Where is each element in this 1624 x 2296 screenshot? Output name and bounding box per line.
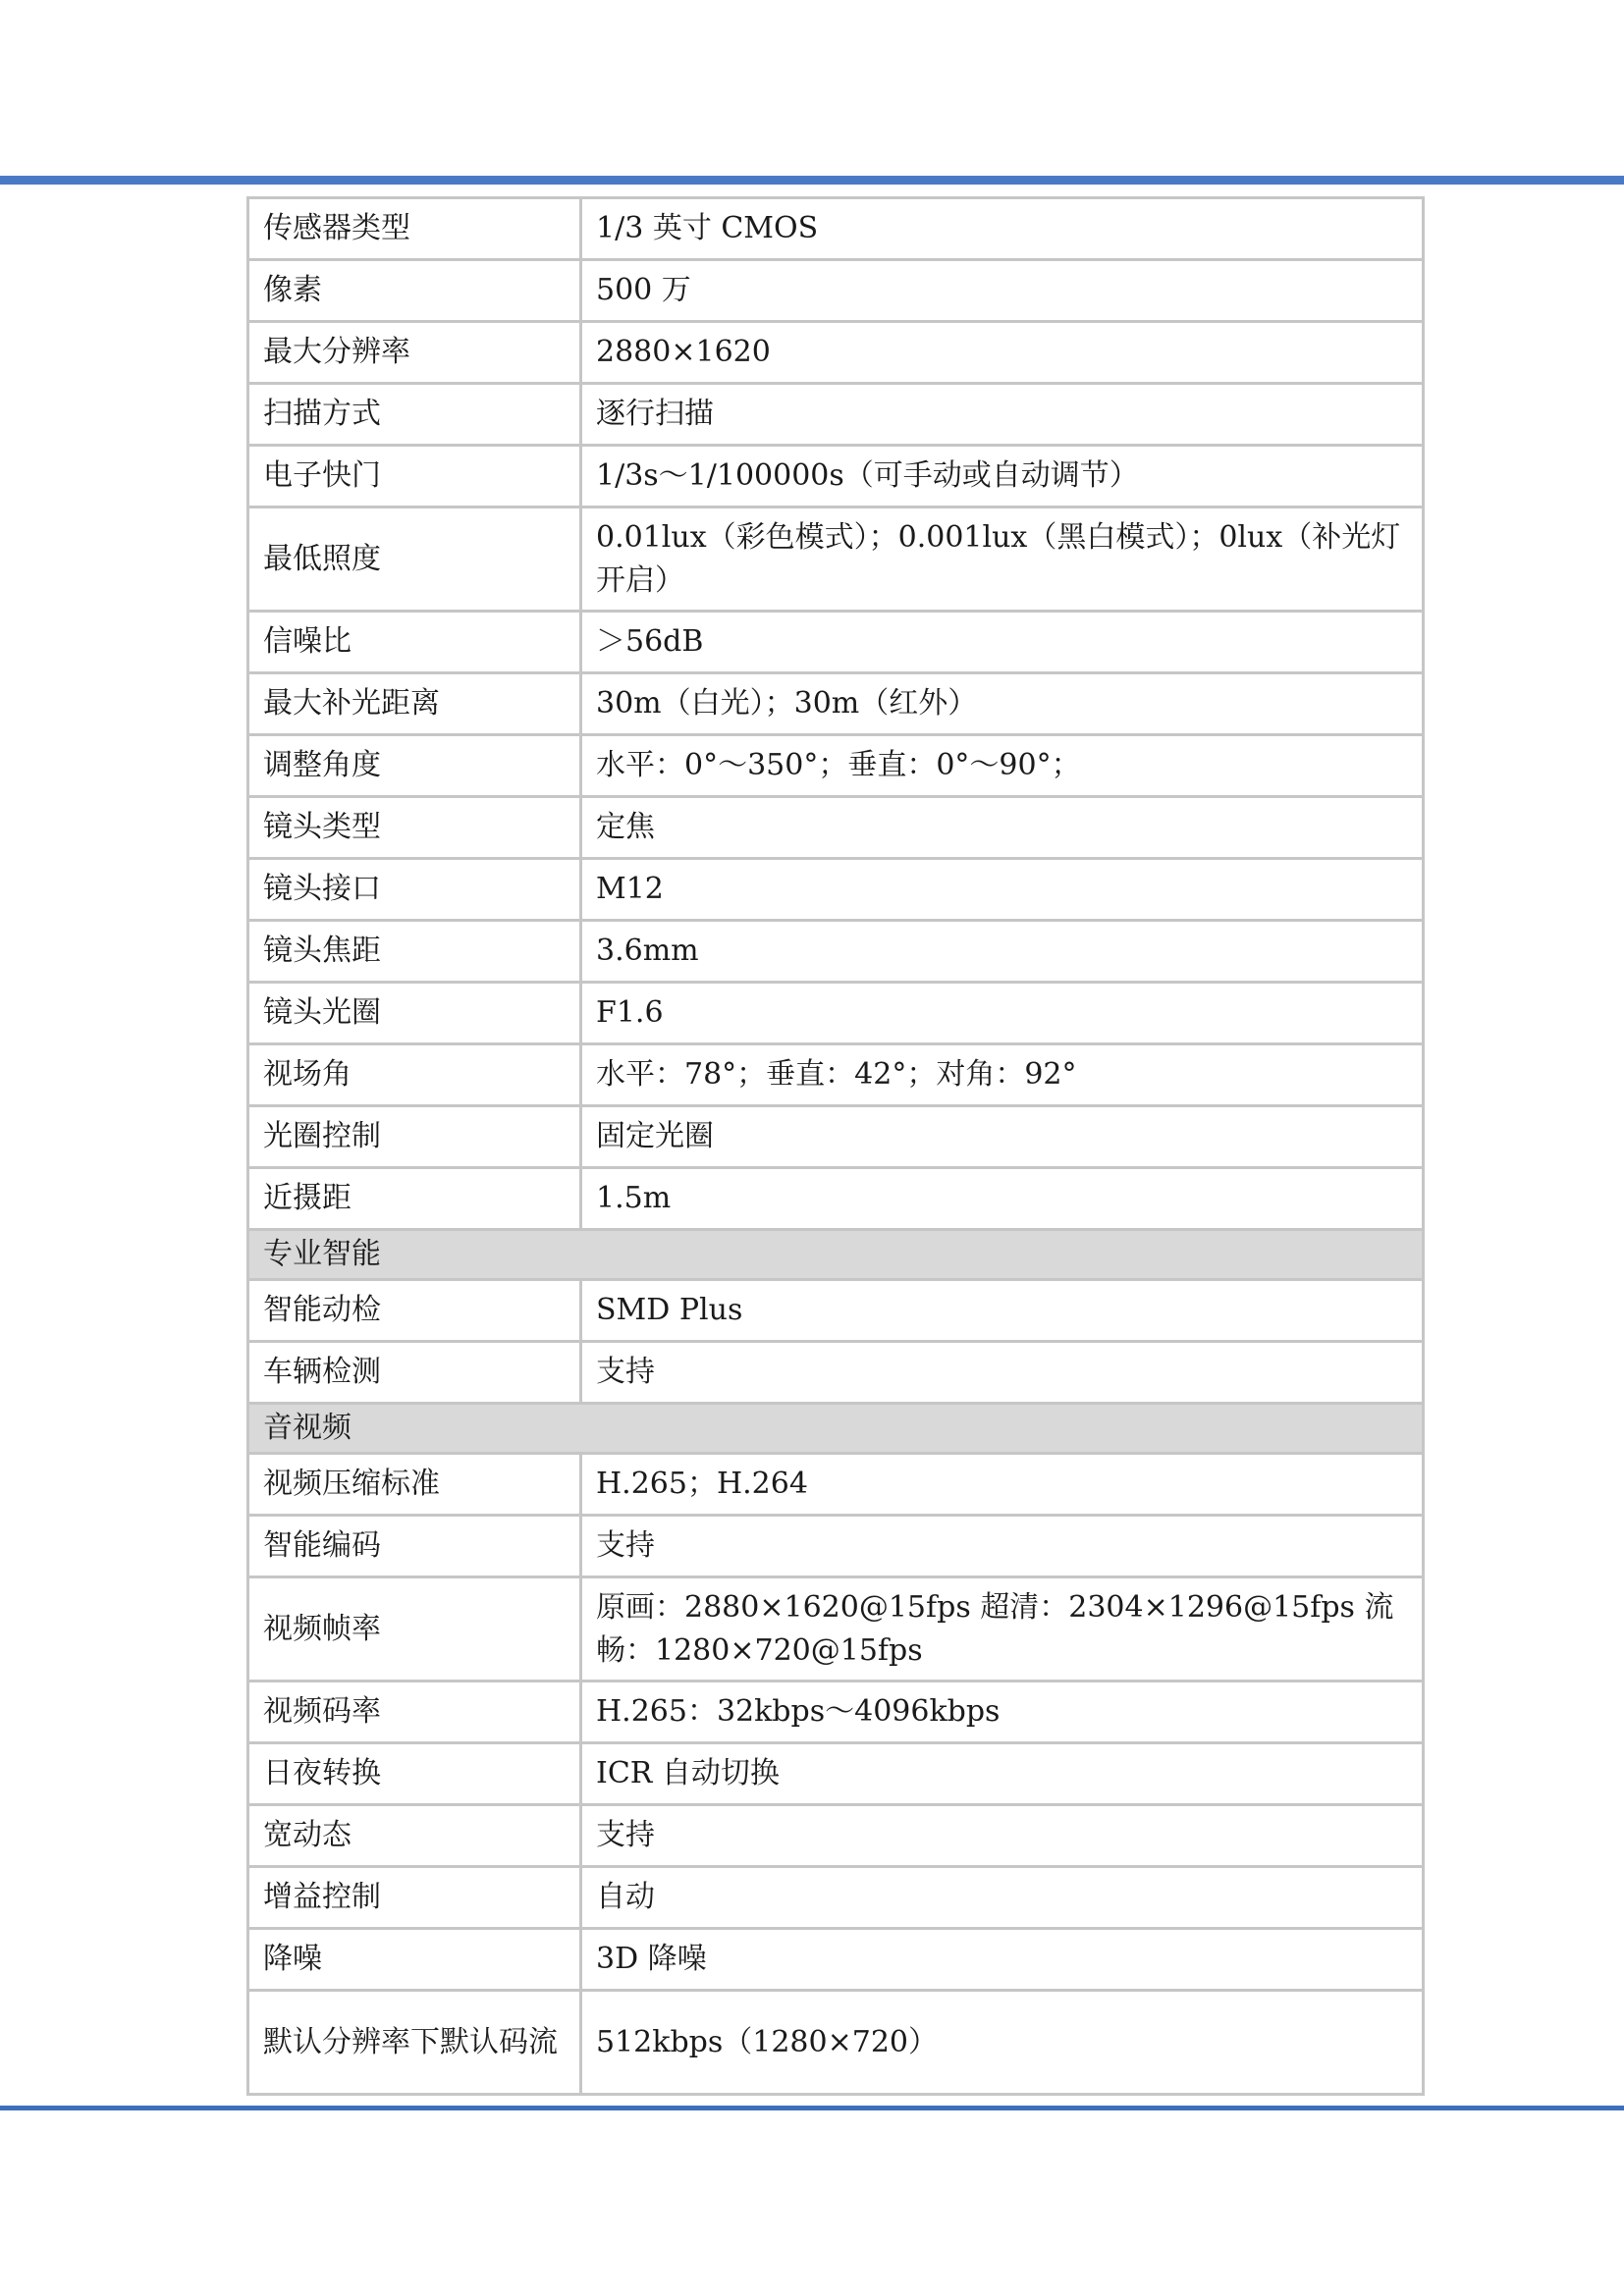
spec-label: 最大分辨率	[248, 322, 581, 384]
spec-value: F1.6	[581, 983, 1424, 1044]
section-row	[248, 1404, 1424, 1454]
spec-label: 视频码率	[248, 1682, 581, 1743]
spec-row	[248, 1280, 1424, 1342]
spec-value: 30m（白光）；30m（红外）	[581, 673, 1424, 735]
spec-label: 车辆检测	[248, 1342, 581, 1404]
spec-row	[248, 797, 1424, 859]
spec-value: 1.5m	[581, 1168, 1424, 1230]
header-rule	[0, 176, 1624, 185]
spec-label: 镜头焦距	[248, 921, 581, 983]
spec-label: 传感器类型	[248, 198, 581, 260]
spec-value: 定焦	[581, 797, 1424, 859]
spec-value: 水平：0°～350°；垂直：0°～90°；	[581, 735, 1424, 797]
spec-row	[248, 384, 1424, 446]
spec-value: 支持	[581, 1516, 1424, 1577]
spec-value: 3D 降噪	[581, 1929, 1424, 1991]
spec-label: 扫描方式	[248, 384, 581, 446]
spec-row	[248, 507, 1424, 612]
spec-row	[248, 1454, 1424, 1516]
spec-row	[248, 983, 1424, 1044]
spec-row	[248, 260, 1424, 322]
spec-row	[248, 1106, 1424, 1168]
spec-label: 近摄距	[248, 1168, 581, 1230]
spec-value: 500 万	[581, 260, 1424, 322]
spec-label: 镜头类型	[248, 797, 581, 859]
spec-row	[248, 198, 1424, 260]
spec-row	[248, 1168, 1424, 1230]
spec-label: 智能动检	[248, 1280, 581, 1342]
footer-rule	[0, 2106, 1624, 2110]
spec-row	[248, 735, 1424, 797]
spec-label: 调整角度	[248, 735, 581, 797]
spec-table	[246, 196, 1425, 2096]
spec-label: 镜头接口	[248, 859, 581, 921]
spec-label: 智能编码	[248, 1516, 581, 1577]
spec-row	[248, 1867, 1424, 1929]
spec-label: 信噪比	[248, 612, 581, 673]
spec-value: 原画：2880×1620@15fps 超清：2304×1296@15fps 流畅：1280×720@15fps	[581, 1577, 1424, 1682]
spec-row	[248, 322, 1424, 384]
spec-label: 最低照度	[248, 507, 581, 612]
spec-row	[248, 1516, 1424, 1577]
spec-label: 宽动态	[248, 1805, 581, 1867]
spec-label: 电子快门	[248, 446, 581, 507]
spec-value: 0.01lux（彩色模式）；0.001lux（黑白模式）；0lux（补光灯开启）	[581, 507, 1424, 612]
spec-label: 光圈控制	[248, 1106, 581, 1168]
spec-value: M12	[581, 859, 1424, 921]
spec-value: SMD Plus	[581, 1280, 1424, 1342]
spec-row	[248, 1682, 1424, 1743]
spec-row	[248, 1044, 1424, 1106]
spec-value: 512kbps（1280×720）	[581, 1991, 1424, 2095]
spec-label: 视场角	[248, 1044, 581, 1106]
spec-row	[248, 1577, 1424, 1682]
spec-label: 增益控制	[248, 1867, 581, 1929]
section-row	[248, 1230, 1424, 1280]
spec-value: 固定光圈	[581, 1106, 1424, 1168]
spec-row	[248, 446, 1424, 507]
spec-row	[248, 1805, 1424, 1867]
spec-value: 水平：78°；垂直：42°；对角：92°	[581, 1044, 1424, 1106]
spec-row	[248, 1743, 1424, 1805]
section-heading: 音视频	[248, 1404, 1424, 1454]
spec-label: 视频压缩标准	[248, 1454, 581, 1516]
spec-row	[248, 859, 1424, 921]
spec-value: 1/3 英寸 CMOS	[581, 198, 1424, 260]
spec-value: 自动	[581, 1867, 1424, 1929]
spec-row	[248, 921, 1424, 983]
spec-label: 最大补光距离	[248, 673, 581, 735]
spec-label: 降噪	[248, 1929, 581, 1991]
spec-label: 视频帧率	[248, 1577, 581, 1682]
spec-value: H.265：32kbps～4096kbps	[581, 1682, 1424, 1743]
spec-value: 支持	[581, 1805, 1424, 1867]
spec-value: ＞56dB	[581, 612, 1424, 673]
section-heading: 专业智能	[248, 1230, 1424, 1280]
spec-value: 1/3s～1/100000s（可手动或自动调节）	[581, 446, 1424, 507]
spec-value: 2880×1620	[581, 322, 1424, 384]
spec-value: ICR 自动切换	[581, 1743, 1424, 1805]
spec-row	[248, 1929, 1424, 1991]
spec-label: 镜头光圈	[248, 983, 581, 1044]
spec-value: 3.6mm	[581, 921, 1424, 983]
spec-value: 逐行扫描	[581, 384, 1424, 446]
spec-row	[248, 1342, 1424, 1404]
spec-label: 日夜转换	[248, 1743, 581, 1805]
spec-row	[248, 1991, 1424, 2095]
spec-row	[248, 612, 1424, 673]
spec-value: H.265；H.264	[581, 1454, 1424, 1516]
spec-label: 默认分辨率下默认码流	[248, 1991, 581, 2095]
spec-row	[248, 673, 1424, 735]
spec-value: 支持	[581, 1342, 1424, 1404]
spec-label: 像素	[248, 260, 581, 322]
